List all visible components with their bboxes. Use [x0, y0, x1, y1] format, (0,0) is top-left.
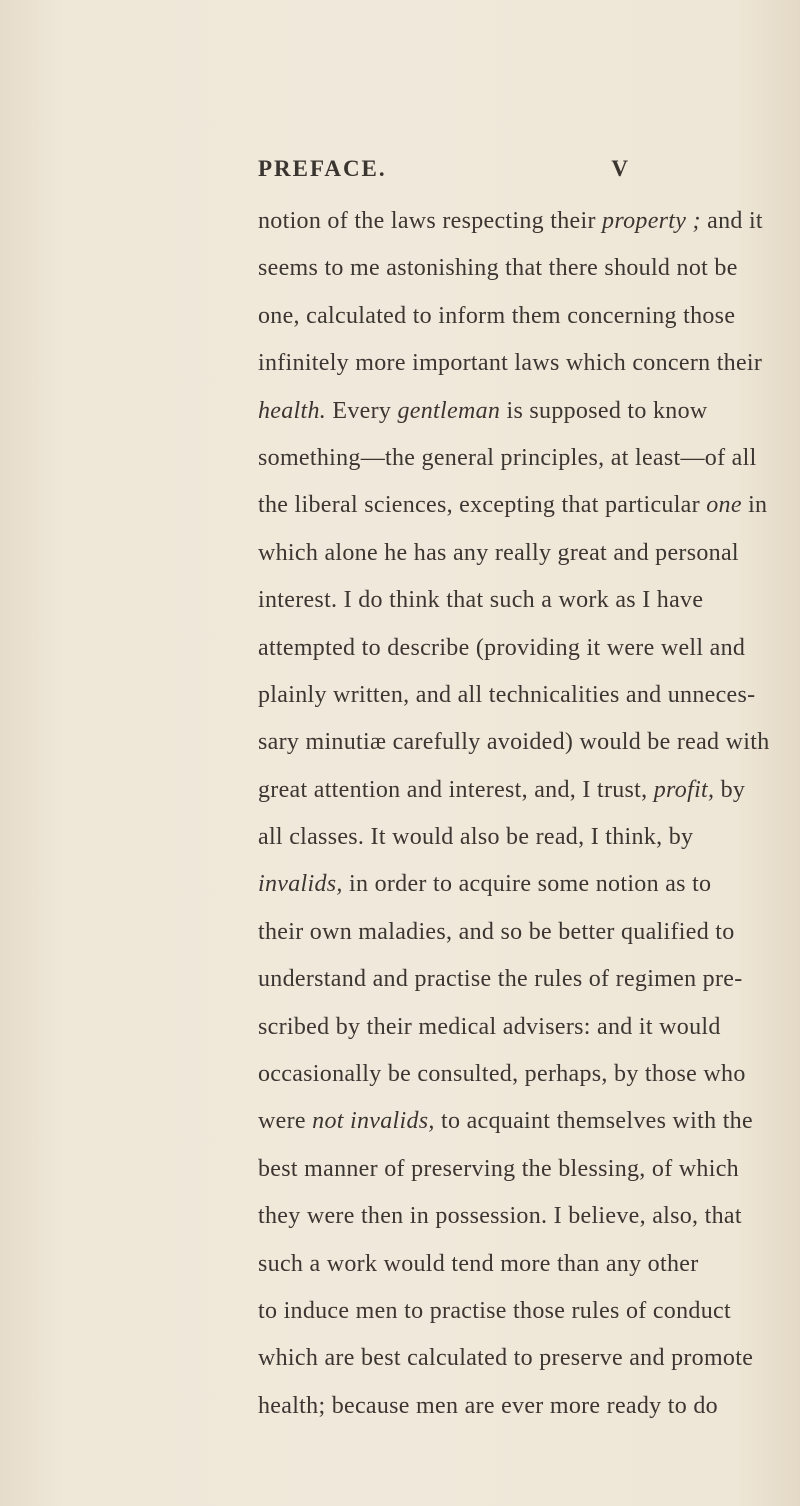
running-header — [258, 156, 628, 192]
italic-run: property ; — [602, 208, 701, 234]
text-run: to acquaint themselves with the — [434, 1108, 753, 1135]
text-line — [258, 482, 768, 529]
text-line — [258, 198, 763, 245]
text-run: scribed by their medical advisers: and it would — [258, 1013, 721, 1040]
text-run: occasionally be consulted, perhaps, by those who — [258, 1061, 746, 1088]
text-line — [258, 719, 770, 766]
text-line — [258, 625, 746, 672]
text-run: seems to me astonishing that there should not be — [258, 255, 738, 282]
text-run: infinitely more important laws which concern their — [258, 350, 763, 377]
text-line — [258, 1288, 731, 1335]
italic-run: gentleman — [397, 397, 501, 424]
text-run: in order to acquire some notion as to — [342, 871, 712, 898]
text-line — [258, 388, 708, 435]
text-line — [258, 1193, 742, 1240]
text-run: all classes. It would also be read, I think, by — [258, 824, 694, 851]
text-run: health; because men are ever more ready to do — [258, 1392, 718, 1419]
page-number: V — [611, 156, 628, 181]
text-run: great attention and interest, and, I trust, — [258, 776, 654, 803]
text-line — [258, 861, 712, 908]
text-run: were — [258, 1108, 313, 1135]
text-run: best manner of preserving the blessing, of which — [258, 1155, 739, 1182]
text-run: something—the general principles, at least—of all — [258, 444, 757, 471]
text-run: is supposed to know — [500, 397, 708, 424]
text-run: Every — [326, 397, 398, 424]
text-line — [258, 767, 746, 814]
italic-run: not invalids, — [312, 1108, 435, 1135]
text-line — [258, 672, 756, 719]
italic-run: one — [706, 492, 742, 519]
body-text — [258, 198, 770, 1430]
text-run: sary minutiæ carefully avoided) would be read with — [258, 729, 770, 756]
text-line — [258, 1335, 754, 1382]
text-line — [258, 245, 738, 292]
text-run: such a work would tend more than any other — [258, 1250, 699, 1277]
text-line — [258, 435, 757, 482]
italic-run: profit, — [653, 776, 715, 803]
text-line — [258, 814, 694, 861]
text-run: their own maladies, and so be better qualified to — [258, 918, 735, 945]
text-line — [258, 1383, 718, 1430]
text-line — [258, 956, 743, 1003]
text-line — [258, 909, 735, 956]
text-line — [258, 1241, 699, 1288]
running-title: PREFACE. — [258, 156, 387, 181]
text-run: which alone he has any really great and personal — [258, 539, 739, 566]
text-line — [258, 1098, 753, 1145]
text-line — [258, 577, 704, 624]
text-line — [258, 340, 763, 387]
text-run: understand and practise the rules of regimen pre- — [258, 966, 743, 993]
text-run: by — [714, 776, 746, 803]
text-run: plainly written, and all technicalities and unneces- — [258, 681, 756, 708]
text-run: notion of the laws respecting their — [258, 208, 603, 234]
text-line — [258, 1146, 739, 1193]
text-run: they were then in possession. I believe, also, that — [258, 1203, 742, 1230]
text-line — [258, 1051, 746, 1098]
text-run: one, calculated to inform them concerning those — [258, 302, 736, 329]
text-line — [258, 1004, 721, 1051]
italic-run: invalids, — [258, 871, 343, 898]
text-run: interest. I do think that such a work as I have — [258, 587, 704, 614]
text-line — [258, 293, 736, 340]
text-run: which are best calculated to preserve and promote — [258, 1345, 754, 1372]
text-line — [258, 530, 739, 577]
italic-run: health. — [258, 397, 327, 424]
text-run: and it — [700, 208, 763, 234]
text-run: attempted to describe (providing it were well and — [258, 634, 746, 661]
text-run: the liberal sciences, excepting that particular — [258, 492, 707, 519]
text-run: to induce men to practise those rules of conduct — [258, 1297, 731, 1324]
text-run: in — [741, 492, 768, 519]
